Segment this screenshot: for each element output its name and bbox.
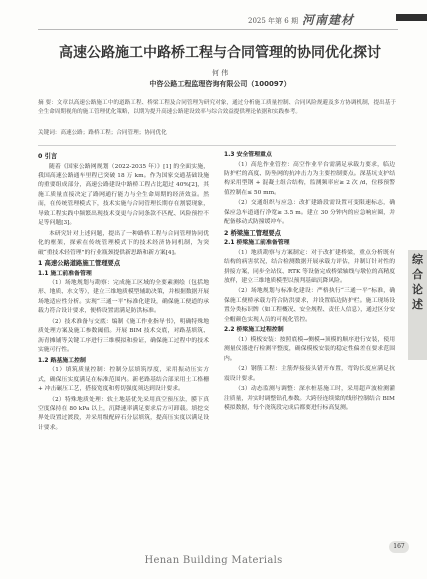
body-paragraph: 随着《国家公路网规划（2022-2035 年）》[1] 的全面实施，我国高速公路通车里程已突破 18 万 km。作为国家交通基础设施的重要组成部分，高速公路建设中路桥工程占比超过 40%[2]，其施工质量直接决定了路网通行能力与全生命周期的经济效益。然而，在传统管理模式下，技术实施与合同管理长期存在割裂现象，导致工程实践中频繁出现技术变更与合同条款不匹配、风险预控不足等问题[3]。 [38, 163, 209, 227]
section-heading: 1.1 施工前准备管理 [38, 270, 92, 277]
section-heading: 2 桥梁施工管理要点 [224, 229, 281, 237]
footer-journal-name: Henan Building Materials [144, 555, 283, 566]
left-column [38, 151, 209, 434]
section-heading: 1 高速公路道路施工管理要点 [38, 260, 121, 268]
body-paragraph: （2）特殊地质处理：软土地基优先采用真空预压法，膜下真空度保持在 80 kPa 以上，沉降速率满足要求后方可卸载。填挖交界处设置过渡段，并采用级配碎石分层填筑，提高压实度以满足设计要求。 [38, 396, 209, 431]
body-paragraph: （2）交通组织与应急：改扩建路段需设置可变限速标志，确保应急车道通行净宽≥ 3.5 m。建立 30 分钟内的应急响应圈，并配备移动式防撞缓冲车。 [224, 200, 395, 226]
body-paragraph: （1）模板安装：按照底模→侧模→顶模的顺序进行安装，使用测量仪器进行检测平整度，确保模板安装的稳定性偏差在要求范围内。 [224, 336, 395, 362]
article-title: 高速公路施工中路桥工程与合同管理的协同优化探讨 [59, 45, 381, 61]
abstract-divider [38, 145, 396, 146]
body-paragraph: （3）动态监测与调整：深水桩基施工时，采用超声波检测灌注质量，并实时调整钻孔参数。大跨径连续梁的线形控制结合 BIM 模拟数据，每个浇筑段完成后都要进行标高复测。 [224, 386, 395, 411]
author-name: 何 伟 [211, 69, 229, 77]
keywords: 关键词：高速公路；路桥工程；合同管理；协同优化 [38, 130, 167, 136]
section-heading: 0 引言 [38, 153, 58, 160]
section-heading: 2.1 桥梁施工前准备管理 [224, 240, 290, 247]
header-rule [38, 29, 398, 30]
body-paragraph: 本研究针对上述问题，提出了一种路桥工程与合同管理协同优化的框架，探索在传统管理模式下的技术经济协同机制，为突破“重技术轻管理”的行业瓶颈提供新思路和新方案[4]。 [38, 230, 209, 256]
author-affiliation: 中咨公路工程监理咨询有限公司（100097） [149, 80, 291, 88]
body-paragraph: （1）高危作业管控：高空作业平台需满足承载力要求，临边防护栏的高度、防坠网的抗冲击力为主要控制要点。深基坑支护结构采用型钢 + 混凝土组合结构，监测频率应≥ 2 次 /d，位移预警值控制在≤ 50 mm。 [224, 161, 395, 196]
body-paragraph: （2）钢筋工程：主筋焊接接头错开布置，弯钩长度应满足抗震设计要求。 [224, 366, 395, 382]
section-heading: 1.2 路基施工控制 [38, 357, 86, 364]
body-paragraph: （2）场地规划与标准化建设：严格执行“三通一平”标准，确保施工便桥承载力符合防洪要求，并设置临边防护栏。施工现场设置分类标识牌（如工程概况、安全规程、责任人信息），通过区分安全帽颜色实现人员的可视化管控。 [224, 288, 396, 323]
side-section-label: 综合论述 [412, 253, 423, 311]
journal-name: 河南建材 [302, 13, 355, 27]
abstract: 摘 要：文章以高速公路施工中的道路工程、桥梁工程及合同管理为研究对象，通过分析施工质量控制、合同风险规避及多方协调机制，提出基于全生命周期视角的施工管理优化策略，以期为提升高速公路建设效率与综合效益提供理论依据和实践参考。 [38, 100, 396, 115]
body-paragraph: （1）地质勘察与方案制定：对于改扩建桥梁，重点分析既有结构的病害状况，结合检测数据开展承载力评估，并制订针对性的拼接方案，同步全站仪、RTK 等设备完成桥梁轴线与墩位的高精度放样，建立三维地质模型以预判基础沉降风险。 [224, 249, 395, 285]
right-column [224, 151, 395, 414]
section-heading: 1.3 安全管理重点 [224, 152, 272, 158]
body-paragraph: （1）填筑质量控制：控制分层填筑厚度，采用振动压实方式，确保压实度满足在标准范围内。新老路基结合部采用土工格栅 + 冲击碾压工艺，搭接宽度和剪切强度须达到设计要求。 [38, 367, 209, 393]
header-bar-decoration [396, 14, 427, 21]
issue-label: 2025 年第 6 期 [248, 17, 298, 25]
running-header [0, 0, 427, 34]
body-paragraph: （2）技术准备与交底：编制《施工作业指导书》，明确特殊地质处理方案及施工参数阈值。开展 BIM 技术交底，对路基填筑、沥青摊铺等关键工序进行三维模拟和验证，确保施工过程中的技术实施可行性。 [38, 318, 209, 354]
page-number: 167 [389, 541, 409, 553]
section-heading: 2.2 桥梁施工过程控制 [224, 327, 284, 334]
body-paragraph: （1）场地规划与勘察：完成施工区域的全要素测绘（包括地形、地质、水文等），建立三维地质模型辅助决策，并根据数据开展场地适应性分析。实现“三通一平”标准化建设，确保施工便道的承载力符合设计要求，便桥设置需满足防洪标准。 [38, 280, 210, 315]
